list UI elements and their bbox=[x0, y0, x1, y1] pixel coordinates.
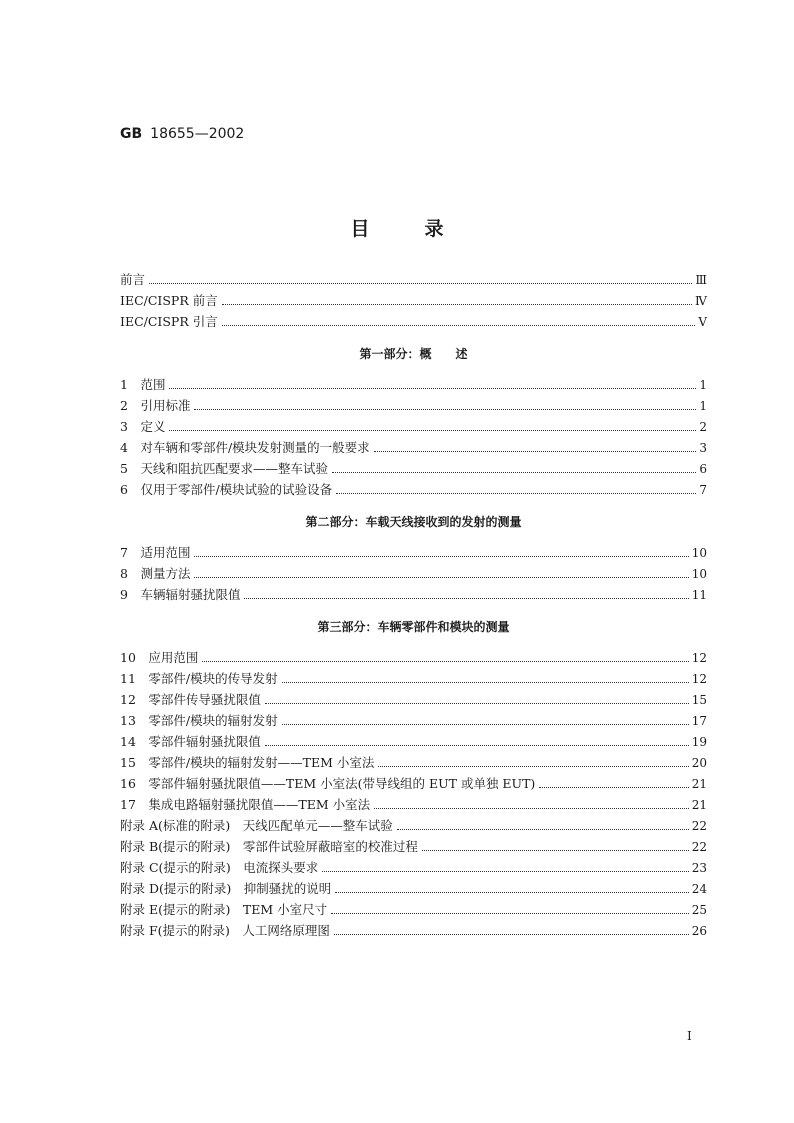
toc-entry-label: 附录 F(提示的附录) 人工网络原理图 bbox=[120, 923, 330, 938]
toc-entry[interactable] bbox=[120, 690, 707, 711]
toc-entry-label: 9 车辆辐射骚扰限值 bbox=[120, 587, 241, 602]
toc-entry[interactable] bbox=[120, 396, 707, 417]
toc-entry[interactable] bbox=[120, 375, 707, 396]
toc-leader-dots bbox=[397, 829, 689, 830]
toc-entry-label: 附录 D(提示的附录) 抑制骚扰的说明 bbox=[120, 881, 332, 896]
toc-entry[interactable] bbox=[120, 543, 707, 564]
toc-part2-section bbox=[120, 543, 707, 606]
toc-entry-label: 10 应用范围 bbox=[120, 650, 199, 665]
toc-entry-label: 8 测量方法 bbox=[120, 566, 191, 581]
toc-leader-dots bbox=[282, 724, 689, 725]
toc-leader-dots bbox=[202, 661, 688, 662]
toc-entry-page: 1 bbox=[699, 378, 707, 392]
toc-entry-label: 3 定义 bbox=[120, 419, 166, 434]
toc-entry-page: 21 bbox=[691, 798, 707, 812]
toc-entry-label: 15 零部件/模块的辐射发射——TEM 小室法 bbox=[120, 755, 375, 770]
toc-leader-dots bbox=[244, 598, 688, 599]
toc-leader-dots bbox=[378, 766, 688, 767]
toc-entry-page: 6 bbox=[699, 462, 707, 476]
standard-number: 18655—2002 bbox=[150, 126, 245, 142]
toc-entry[interactable] bbox=[120, 585, 707, 606]
toc-entry[interactable] bbox=[120, 795, 707, 816]
toc-entry-page: Ⅴ bbox=[698, 315, 707, 329]
toc-entry[interactable] bbox=[120, 438, 707, 459]
toc-entry[interactable] bbox=[120, 879, 707, 900]
toc-part3-section bbox=[120, 648, 707, 942]
toc-entry-label: 17 集成电路辐射骚扰限值——TEM 小室法 bbox=[120, 797, 371, 812]
toc-entry-label: 1 范围 bbox=[120, 377, 166, 392]
toc-entry[interactable] bbox=[120, 291, 707, 312]
standard-prefix: GB bbox=[120, 126, 143, 142]
toc-entry-label: 16 零部件辐射骚扰限值——TEM 小室法(带导线组的 EUT 或单独 EUT) bbox=[120, 776, 536, 791]
toc-entry-label: 5 天线和阻抗匹配要求——整车试验 bbox=[120, 461, 328, 476]
toc-leader-dots bbox=[194, 556, 688, 557]
toc-leader-dots bbox=[539, 787, 688, 788]
toc-leader-dots bbox=[194, 577, 688, 578]
toc-entry[interactable] bbox=[120, 564, 707, 585]
toc-part1-section bbox=[120, 375, 707, 501]
toc-leader-dots bbox=[334, 934, 689, 935]
toc-entry-page: 21 bbox=[691, 777, 707, 791]
toc-entry-label: 2 引用标准 bbox=[120, 398, 191, 413]
toc-entry-page: 19 bbox=[691, 735, 707, 749]
toc-entry-page: 10 bbox=[691, 567, 707, 581]
toc-entry-page: 12 bbox=[691, 672, 707, 686]
page-title: 目录 bbox=[350, 218, 499, 240]
toc-entry-label: 附录 C(提示的附录) 电流探头要求 bbox=[120, 860, 319, 875]
toc-leader-dots bbox=[265, 745, 689, 746]
toc-entry-page: 25 bbox=[691, 903, 707, 917]
toc-leader-dots bbox=[149, 283, 692, 284]
toc-entry-page: Ⅳ bbox=[695, 294, 707, 308]
toc-leader-dots bbox=[265, 703, 689, 704]
part3-heading: 第三部分：车辆零部件和模块的测量 bbox=[317, 620, 510, 634]
toc-entry-label: 附录 E(提示的附录) TEM 小室尺寸 bbox=[120, 902, 328, 917]
toc-entry-page: 3 bbox=[699, 441, 707, 455]
toc-entry-page: 26 bbox=[691, 924, 707, 938]
toc-leader-dots bbox=[374, 808, 689, 809]
toc-leader-dots bbox=[222, 325, 696, 326]
toc-entry-label: 6 仅用于零部件/模块试验的试验设备 bbox=[120, 482, 333, 497]
toc-entry-page: 22 bbox=[691, 840, 707, 854]
toc-leader-dots bbox=[336, 493, 696, 494]
toc-leader-dots bbox=[222, 304, 692, 305]
toc-entry-page: 11 bbox=[691, 588, 707, 602]
toc-entry[interactable] bbox=[120, 417, 707, 438]
toc-entry-page: 17 bbox=[691, 714, 707, 728]
toc-entry[interactable] bbox=[120, 921, 707, 942]
toc-leader-dots bbox=[332, 472, 696, 473]
toc-leader-dots bbox=[169, 430, 696, 431]
toc-entry-page: Ⅲ bbox=[695, 273, 707, 287]
toc-leader-dots bbox=[422, 850, 689, 851]
toc-entry-label: 14 零部件辐射骚扰限值 bbox=[120, 734, 261, 749]
toc-entry-page: 10 bbox=[691, 546, 707, 560]
toc-entry-page: 20 bbox=[691, 756, 707, 770]
toc-entry[interactable] bbox=[120, 858, 707, 879]
toc-entry[interactable] bbox=[120, 816, 707, 837]
toc-entry[interactable] bbox=[120, 711, 707, 732]
toc-entry[interactable] bbox=[120, 480, 707, 501]
toc-entry-label: 前言 bbox=[120, 272, 146, 287]
toc-entry[interactable] bbox=[120, 270, 707, 291]
part1-heading: 第一部分：概 述 bbox=[359, 347, 468, 361]
toc-entry[interactable] bbox=[120, 837, 707, 858]
toc-entry-label: 11 零部件/模块的传导发射 bbox=[120, 671, 278, 686]
toc-entry-label: 13 零部件/模块的辐射发射 bbox=[120, 713, 278, 728]
toc-entry[interactable] bbox=[120, 312, 707, 333]
toc-entry[interactable] bbox=[120, 669, 707, 690]
toc-entry-page: 15 bbox=[691, 693, 707, 707]
part2-heading: 第二部分：车载天线接收到的发射的测量 bbox=[305, 515, 522, 529]
toc-entry-page: 7 bbox=[699, 483, 707, 497]
toc-entry-label: 附录 B(提示的附录) 零部件试验屏蔽暗室的校准过程 bbox=[120, 839, 418, 854]
toc-leader-dots bbox=[322, 871, 688, 872]
toc-leader-dots bbox=[194, 409, 696, 410]
table-of-contents bbox=[120, 270, 707, 942]
toc-entry-page: 24 bbox=[691, 882, 707, 896]
toc-leader-dots bbox=[282, 682, 689, 683]
toc-entry-page: 12 bbox=[691, 651, 707, 665]
toc-entry[interactable] bbox=[120, 648, 707, 669]
toc-entry-page: 1 bbox=[699, 399, 707, 413]
toc-entry-label: IEC/CISPR 引言 bbox=[120, 314, 218, 329]
toc-entry-label: 12 零部件传导骚扰限值 bbox=[120, 692, 261, 707]
toc-leader-dots bbox=[331, 913, 689, 914]
toc-entry-page: 23 bbox=[691, 861, 707, 875]
toc-entry-label: 4 对车辆和零部件/模块发射测量的一般要求 bbox=[120, 440, 370, 455]
toc-entry-label: 7 适用范围 bbox=[120, 545, 191, 560]
toc-entry[interactable] bbox=[120, 459, 707, 480]
toc-entry-label: IEC/CISPR 前言 bbox=[120, 293, 218, 308]
toc-leader-dots bbox=[374, 451, 697, 452]
toc-entry[interactable] bbox=[120, 774, 707, 795]
standard-code bbox=[120, 126, 244, 142]
toc-entry[interactable] bbox=[120, 753, 707, 774]
toc-intro-section bbox=[120, 270, 707, 333]
toc-entry-page: 22 bbox=[691, 819, 707, 833]
toc-entry[interactable] bbox=[120, 900, 707, 921]
toc-entry[interactable] bbox=[120, 732, 707, 753]
toc-entry-page: 2 bbox=[699, 420, 707, 434]
toc-entry-label: 附录 A(标准的附录) 天线匹配单元——整车试验 bbox=[120, 818, 393, 833]
toc-leader-dots bbox=[335, 892, 688, 893]
page-number: I bbox=[687, 1029, 692, 1043]
toc-leader-dots bbox=[169, 388, 696, 389]
